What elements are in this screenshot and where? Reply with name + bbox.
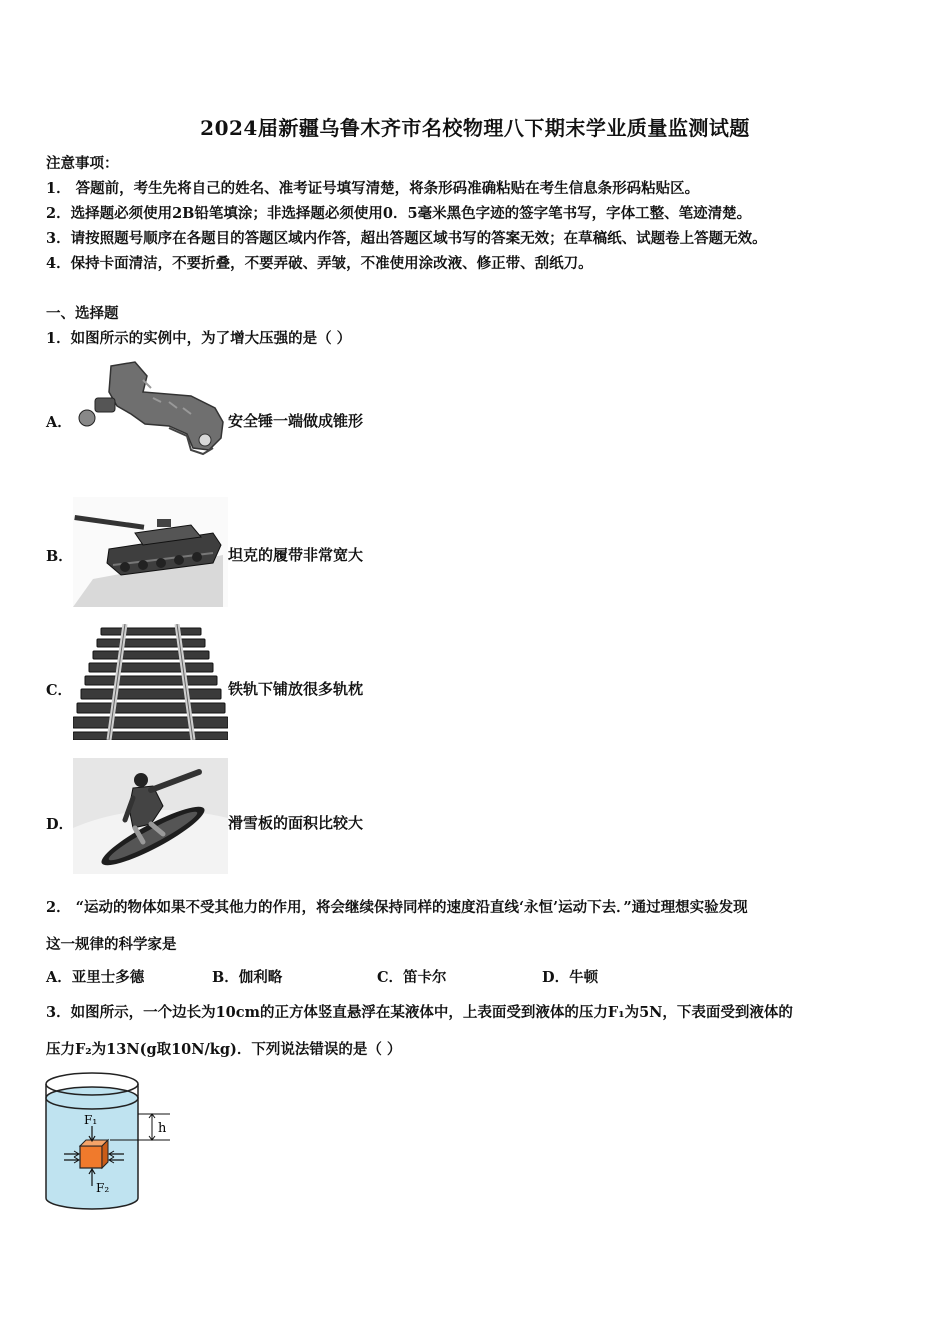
question-2-stem-cont: 这一规律的科学家是 bbox=[46, 936, 177, 953]
q2-option-c: C．笛卡尔 bbox=[377, 969, 447, 986]
section-heading: 一、选择题 bbox=[46, 305, 119, 322]
q2-option-a: A．亚里士多德 bbox=[46, 969, 145, 986]
option-d-text: 滑雪板的面积比较大 bbox=[228, 814, 364, 832]
note-item: 2．选择题必须使用2B铅笔填涂；非选择题必须使用0．5毫米黑色字迹的签字笔书写，字体工整、笔迹清楚。 bbox=[46, 205, 752, 222]
question-3-stem-cont: 压力F₂为13N(g取10N/kg)．下列说法错误的是（ ） bbox=[46, 1041, 402, 1058]
note-item: 4．保持卡面清洁，不要折叠，不要弄破、弄皱，不准使用涂改液、修正带、刮纸刀。 bbox=[46, 255, 593, 272]
option-b-letter: B． bbox=[46, 548, 73, 565]
depth-label: h bbox=[158, 1121, 167, 1136]
cube-shape bbox=[80, 1146, 102, 1168]
option-a-letter: A． bbox=[46, 414, 72, 431]
railway-sleepers-image bbox=[73, 624, 228, 740]
q2-option-d: D．牛顿 bbox=[542, 969, 599, 986]
note-item: 1． 答题前，考生先将自己的姓名、准考证号填写清楚，将条形码准确粘贴在考生信息条形码粘贴区。 bbox=[46, 180, 700, 197]
option-c-text: 铁轨下铺放很多轨枕 bbox=[228, 680, 364, 698]
force-f1-label: F₁ bbox=[84, 1113, 98, 1127]
q2-option-b: B．伽利略 bbox=[212, 969, 283, 986]
option-b-text: 坦克的履带非常宽大 bbox=[228, 546, 364, 564]
option-a-text: 安全锤一端做成锥形 bbox=[228, 412, 364, 430]
question-1-stem: 1．如图所示的实例中，为了增大压强的是（ ） bbox=[46, 330, 352, 347]
question-3-stem: 3．如图所示，一个边长为10cm的正方体竖直悬浮在某液体中，上表面受到液体的压力F₁为5N，下表面受到液体的 bbox=[46, 1004, 793, 1021]
exam-title: 2024届新疆乌鲁木齐市名校物理八下期末学业质量监测试题 bbox=[200, 116, 750, 140]
option-d-letter: D． bbox=[46, 816, 74, 833]
snowboarder-image bbox=[73, 758, 228, 874]
note-item: 3．请按照题号顺序在各题目的答题区域内作答，超出答题区域书写的答案无效；在草稿纸、试题卷上答题无效。 bbox=[46, 230, 767, 247]
tank-image bbox=[73, 497, 228, 607]
option-c-letter: C． bbox=[46, 682, 73, 699]
force-f2-label: F₂ bbox=[96, 1181, 110, 1195]
notes-heading: 注意事项： bbox=[46, 155, 119, 172]
safety-hammer-image bbox=[73, 358, 228, 468]
question-2-stem: 2． “运动的物体如果不受其他力的作用，将会继续保持同样的速度沿直线‘永恒’运动下去．”通过理想实验发现 bbox=[46, 899, 748, 916]
floating-cube-figure bbox=[40, 1070, 180, 1220]
